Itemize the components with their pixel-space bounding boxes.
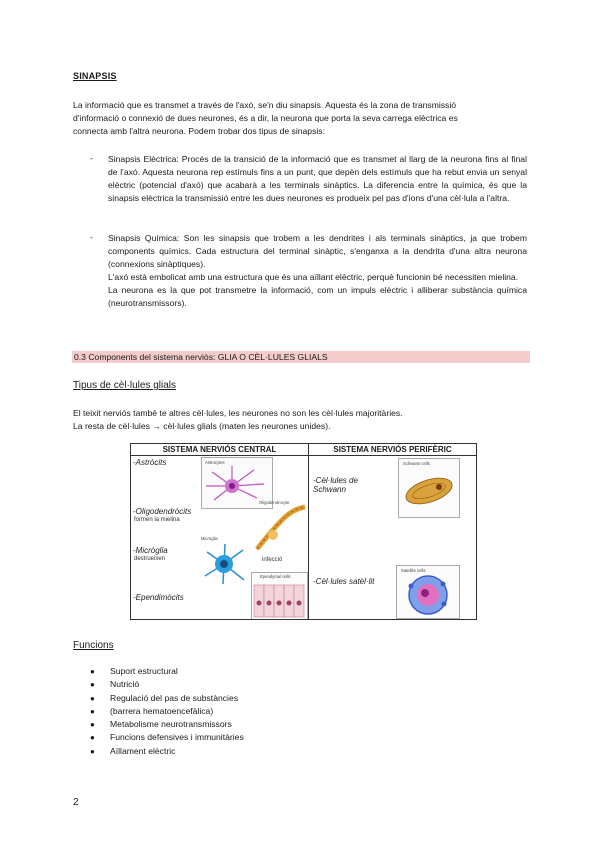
- ependymal-drawing: [252, 573, 307, 619]
- schwann-image: [398, 458, 460, 518]
- oligodendrocyte-drawing: [253, 499, 307, 553]
- section-title: SINAPSIS: [73, 71, 117, 81]
- bullet-icon: ●: [90, 720, 95, 730]
- glia-intro-line: La resta de cèl·lules → cèl·lules glials (maten les neurones unides).: [73, 421, 331, 431]
- bullet-dash: -: [90, 232, 93, 242]
- ependymal-label: -Ependimòcits: [133, 593, 184, 602]
- chemical-synapse-paragraph: Sinapsis Química: Son les sinapsis que trobem a les dendrites i als terminals sinàptics, ja que trobem components químics. Cada estructura del terminal sinàptic, s'enganxa a la dendrita d'una altra neurona (connexions sinàptiques).: [108, 233, 527, 269]
- oligodendrocytes-note: formen la mielina: [134, 517, 180, 523]
- chemical-synapse-item: [108, 232, 527, 310]
- list-item: [90, 678, 244, 691]
- function-text: Regulació del pas de substàncies: [110, 692, 239, 703]
- figure-divider: [308, 455, 309, 619]
- intro-line: connecta amb l'altra neurona. Podem trobar dos tipus de sinapsis:: [73, 126, 325, 136]
- function-text: Metabolisme neurotransmissors: [110, 719, 232, 730]
- functions-heading: Funcions: [73, 640, 114, 651]
- intro-line: La informació que es transmet a través de l'axó, se'n diu sinapsis. Aquesta és la zona de transmissió: [73, 100, 457, 110]
- glia-intro-line: El teixit nerviós també te altres cèl·lules, les neurones no son les cèl·lules majoritàries.: [73, 408, 403, 418]
- list-item: [90, 705, 244, 718]
- microglia-label: -Micròglia: [133, 546, 168, 555]
- bullet-icon: ●: [90, 733, 95, 743]
- function-text: (barrera hematoencefàlica): [110, 705, 214, 716]
- ependymal-image: [251, 572, 308, 620]
- bullet-icon: ●: [90, 746, 95, 756]
- intro-paragraph: [73, 99, 527, 138]
- oligodendrocyte-image: [253, 499, 307, 553]
- function-text: Suport estructural: [110, 666, 178, 676]
- satellite-caption: Satellite cells: [401, 568, 426, 573]
- list-item: [90, 718, 244, 731]
- electrical-synapse-item: Sinapsis Elèctrica: Procés de la transició de la informació que es transmet al llarg de la neurona fins al final de l'axó. Aquesta neurona rep estímuls fins a un punt, que depèn dels estímuls que ha rebut envia un senyal elèctric (potencial d'axó) que acabarà a les terminals sinàptics. La diferencia entre la química, és que la sinapsis elèctrica la transmissió entre les dues neurones es produeix pel pas d'ions d'una cèl·lula a l'altra.: [108, 154, 527, 203]
- schwann-drawing: [399, 459, 459, 517]
- schwann-caption: Schwann cells: [403, 461, 430, 466]
- function-text: Aïllament elèctric: [110, 745, 176, 756]
- ependymal-caption: Ependymal cells: [260, 574, 291, 579]
- page-number: 2: [73, 797, 79, 808]
- intro-line: d'informació o connexió de dues neurones, és a dir, la neurona que porta la seva carrega elèctrica es: [73, 113, 458, 123]
- microglia-drawing: [199, 536, 249, 586]
- figure-header-peripheral: SISTEMA NERVIÓS PERIFÈRIC: [309, 444, 476, 456]
- astrocyte-caption: Astrocytes: [205, 460, 225, 465]
- figure-header-central: SISTEMA NERVIÓS CENTRAL: [131, 444, 309, 456]
- list-item: [90, 745, 244, 758]
- list-item: [90, 665, 244, 678]
- bullet-icon: ●: [90, 680, 95, 690]
- list-item: [90, 692, 244, 705]
- satellite-drawing: [397, 566, 459, 618]
- functions-list: [90, 665, 244, 758]
- schwann-label: -Cèl·lules de Schwann: [313, 476, 358, 494]
- function-text: Nutrició: [110, 679, 140, 690]
- bullet-icon: ●: [90, 667, 95, 676]
- microglia-note: destrueixen: [134, 556, 166, 562]
- section-heading: 0.3 Components del sistema nerviòs: GLIA O CÈL·LULES GLIALS: [72, 351, 530, 363]
- satellite-image: [396, 565, 460, 619]
- chemical-synapse-paragraph: L'axó està embolicat amb una estructura que és una aïllant elèctric, perquè funcionin bé necessiten mielina.: [108, 272, 519, 282]
- chemical-synapse-paragraph: La neurona es la que pot transmetre la informació, com un impuls elèctric i alliberar substància química (neurotransmissors).: [108, 285, 527, 308]
- bullet-icon: ●: [90, 706, 95, 716]
- subheading: Tipus de cèl·lules glials: [73, 380, 177, 391]
- list-item: [90, 731, 244, 744]
- astrocytes-label: -Astròcits: [133, 458, 167, 467]
- infection-annotation: infecció: [262, 557, 283, 563]
- microglia-caption: Microglia: [201, 536, 218, 541]
- bullet-icon: ●: [90, 693, 95, 703]
- oligodendrocyte-caption: Oligodendrocyte: [259, 500, 290, 505]
- satellite-label: -Cèl·lules satèl·lit: [313, 577, 375, 586]
- bullet-dash: -: [90, 153, 93, 163]
- oligodendrocytes-label: -Oligodendròcits: [133, 507, 192, 516]
- glia-intro-paragraph: [73, 407, 493, 433]
- microglia-image: [199, 536, 249, 586]
- glial-cells-figure: [130, 443, 477, 620]
- function-text: Funcions defensives i immunitàries: [110, 732, 244, 743]
